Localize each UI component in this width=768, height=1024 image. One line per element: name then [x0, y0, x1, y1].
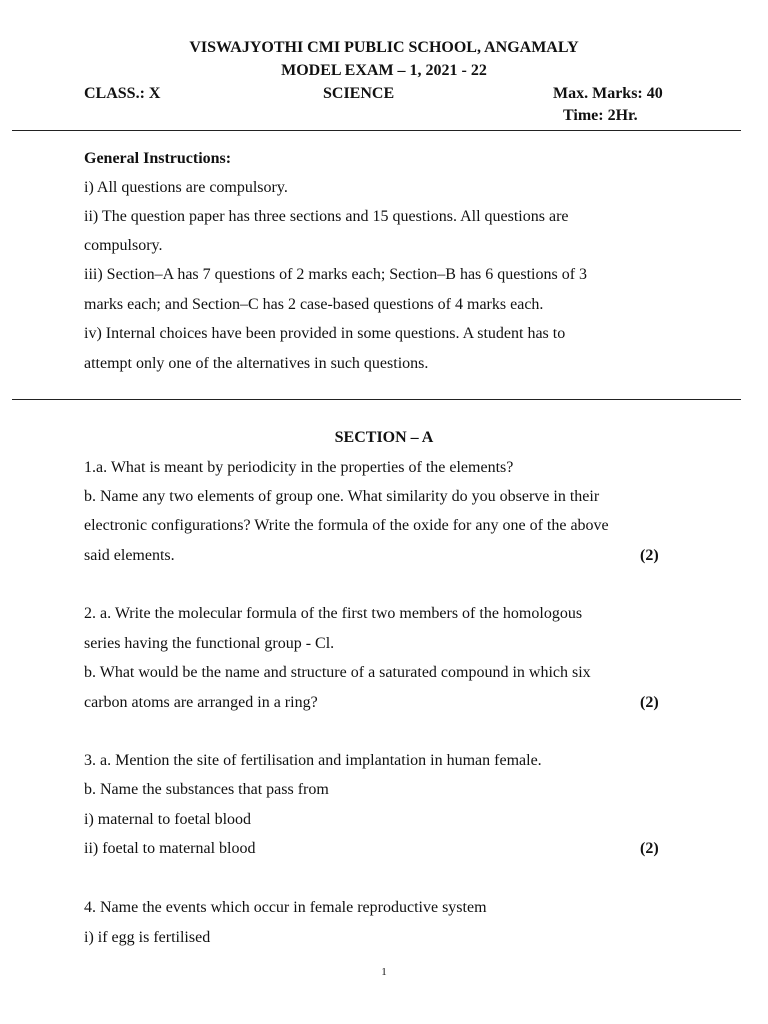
instruction-line: compulsory.	[84, 237, 163, 254]
instruction-line: marks each; and Section–C has 2 case-based questions of 4 marks each.	[84, 296, 544, 313]
instructions-divider	[12, 399, 741, 400]
question-1-line: 1.a. What is meant by periodicity in the properties of the elements?	[84, 459, 514, 476]
question-2-line: carbon atoms are arranged in a ring?	[84, 694, 318, 711]
instruction-line: i) All questions are compulsory.	[84, 179, 288, 196]
question-3-line: ii) foetal to maternal blood	[84, 840, 256, 857]
question-2-line: b. What would be the name and structure of a saturated compound in which six	[84, 664, 591, 681]
subject-label: SCIENCE	[323, 85, 395, 102]
question-4-line: i) if egg is fertilised	[84, 929, 211, 946]
question-4-line: 4. Name the events which occur in female reproductive system	[84, 899, 487, 916]
class-label: CLASS.: X	[84, 85, 161, 102]
instruction-line: ii) The question paper has three sections and 15 questions. All questions are	[84, 208, 569, 225]
instruction-line: iv) Internal choices have been provided in some questions. A student has to	[84, 325, 566, 342]
page-number: 1	[381, 966, 387, 978]
instruction-line: attempt only one of the alternatives in such questions.	[84, 355, 429, 372]
question-1-line: electronic configurations? Write the formula of the oxide for any one of the above	[84, 517, 609, 534]
section-title: SECTION – A	[334, 429, 434, 446]
question-3-line: i) maternal to foetal blood	[84, 811, 252, 828]
question-1-line: said elements.	[84, 547, 175, 564]
max-marks: Max. Marks: 40	[553, 85, 663, 102]
question-1-line: b. Name any two elements of group one. What similarity do you observe in their	[84, 488, 600, 505]
question-3-line: b. Name the substances that pass from	[84, 781, 329, 798]
question-2-line: series having the functional group - Cl.	[84, 635, 335, 652]
instruction-line: iii) Section–A has 7 questions of 2 marks each; Section–B has 6 questions of 3	[84, 266, 588, 283]
time-label: Time: 2Hr.	[563, 107, 638, 124]
question-3-line: 3. a. Mention the site of fertilisation and implantation in human female.	[84, 752, 542, 769]
question-2-line: 2. a. Write the molecular formula of the first two members of the homologous	[84, 605, 583, 622]
instructions-heading: General Instructions:	[84, 150, 232, 167]
question-2-marks: (2)	[640, 694, 659, 711]
school-name: VISWAJYOTHI CMI PUBLIC SCHOOL, ANGAMALY	[189, 39, 579, 56]
exam-title: MODEL EXAM – 1, 2021 - 22	[281, 62, 487, 79]
question-3-marks: (2)	[640, 840, 659, 857]
header-divider	[12, 130, 741, 131]
question-1-marks: (2)	[640, 547, 659, 564]
